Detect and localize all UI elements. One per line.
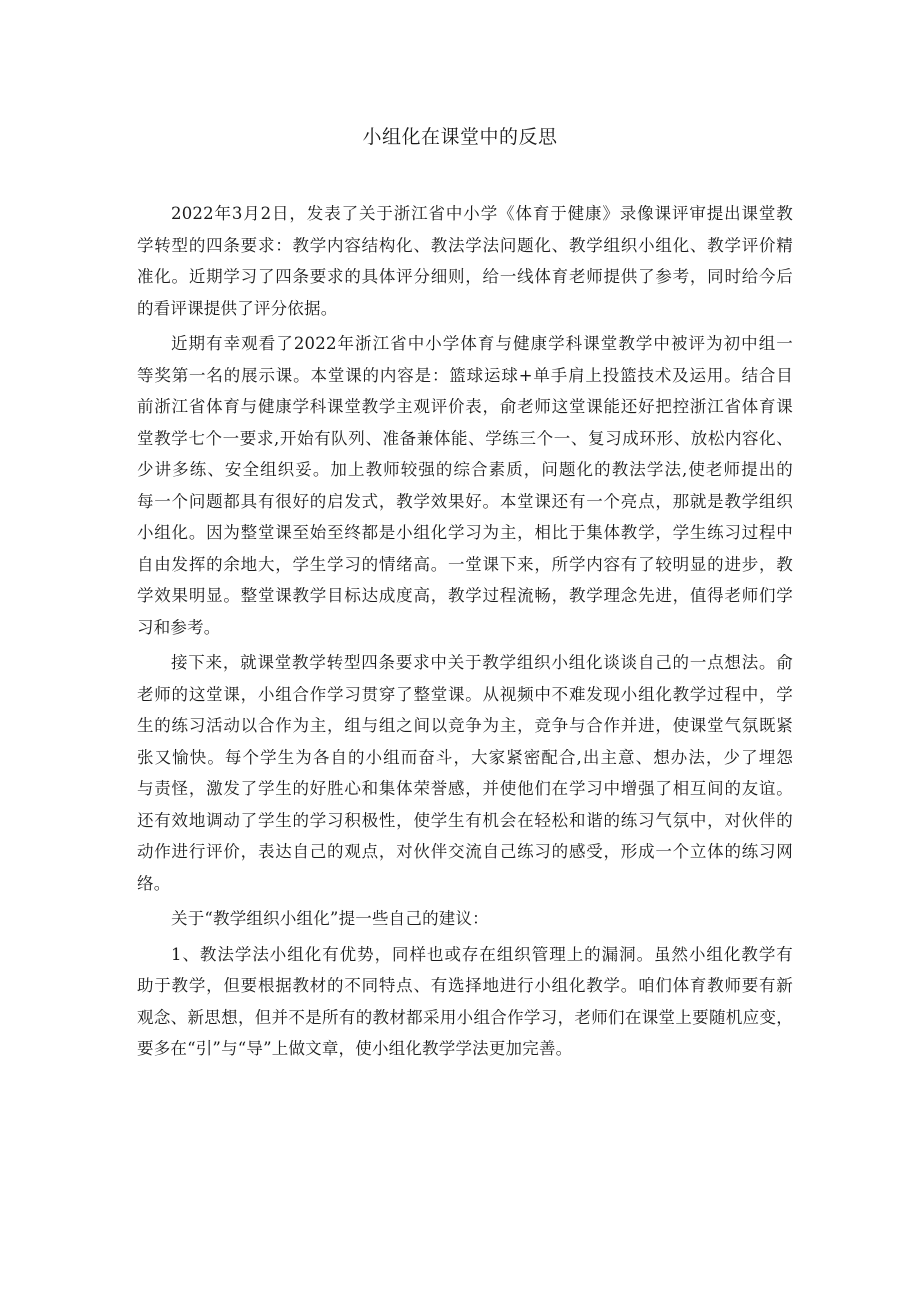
text-line: 1、教法学法小组化有优势，同样也或存在组织管理上的漏洞。虽然小组化教学有: [171, 944, 793, 964]
text-line: 学转型的四条要求：教学内容结构化、教法学法问题化、教学组织小组化、教学评价精: [137, 235, 793, 255]
text-line: 关于“教学组织小组化”提一些自己的建议：: [171, 909, 489, 928]
text-line: 与责怪，激发了学生的好胜心和集体荣誉感，并使他们在学习中增强了相互间的友谊。: [137, 779, 793, 798]
text-line: 堂教学七个一要求,开始有队列、准备兼体能、学练三个一、复习成环形、放松内容化、: [137, 428, 793, 448]
text-line: 近期有幸观看了2022年浙江省中小学体育与健康学科课堂教学中被评为初中组一: [171, 334, 793, 353]
text-line: 张又愉快。每个学生为各自的小组而奋斗，大家紧密配合,出主意、想办法，少了埋怨: [137, 747, 793, 767]
text-line: 小组化。因为整堂课至始至终都是小组化学习为主，相比于集体教学，学生练习过程中: [137, 523, 793, 542]
text-line: 准化。近期学习了四条要求的具体评分细则，给一线体育老师提供了参考，同时给今后: [137, 267, 793, 286]
text-line: 观念、新思想，但并不是所有的教材都采用小组合作学习，老师们在课堂上要随机应变，: [137, 1007, 793, 1027]
document-body: [137, 198, 793, 1065]
text-line: 还有效地调动了学生的学习积极性，使学生有机会在轻松和谐的练习气氛中，对伙伴的: [137, 810, 793, 830]
text-line: 老师的这堂课，小组合作学习贯穿了整堂课。从视频中不难发现小组化教学过程中，学: [137, 684, 793, 704]
paragraph: [137, 198, 793, 324]
text-line: 生的练习活动以合作为主，组与组之间以竞争为主，竞争与合作并进，使课堂气氛既紧: [137, 716, 793, 735]
paragraph: [137, 903, 793, 935]
paragraph: [137, 647, 793, 899]
paragraph: [137, 939, 793, 1065]
text-line: 2022年3月2日，发表了关于浙江省中小学《体育于健康》录像课评审提出课堂教: [171, 204, 793, 223]
text-line: 动作进行评价，表达自己的观点，对伙伴交流自己练习的感受，形成一个立体的练习网: [137, 842, 793, 861]
text-line: 的看评课提供了评分依据。: [137, 298, 338, 318]
text-line: 等奖第一名的展示课。本堂课的内容是：篮球运球+单手肩上投篮技术及运用。结合目: [137, 365, 793, 385]
document-title: 小组化在课堂中的反思: [362, 126, 558, 148]
text-line: 络。: [137, 873, 171, 893]
text-line: 要多在“引”与“导”上做文章，使小组化教学学法更加完善。: [137, 1039, 573, 1058]
text-line: 前浙江省体育与健康学科课堂教学主观评价表，俞老师这堂课能还好把控浙江省体育课: [137, 397, 793, 416]
text-line: 每一个问题都具有很好的启发式，教学效果好。本堂课还有一个亮点，那就是教学组织: [137, 491, 793, 511]
paragraph: [137, 328, 793, 643]
text-line: 接下来，就课堂教学转型四条要求中关于教学组织小组化谈谈自己的一点想法。俞: [171, 653, 793, 672]
text-line: 自由发挥的余地大，学生学习的情绪高。一堂课下来，所学内容有了较明显的进步，教: [137, 554, 793, 574]
text-line: 学效果明显。整堂课教学目标达成度高，教学过程流畅，教学理念先进，值得老师们学: [137, 586, 793, 605]
text-line: 习和参考。: [137, 617, 221, 637]
text-line: 少讲多练、安全组织妥。加上教师较强的综合素质，问题化的教法学法,使老师提出的: [137, 460, 793, 479]
text-line: 助于教学，但要根据教材的不同特点、有选择地进行小组化教学。咱们体育教师要有新: [137, 976, 793, 995]
